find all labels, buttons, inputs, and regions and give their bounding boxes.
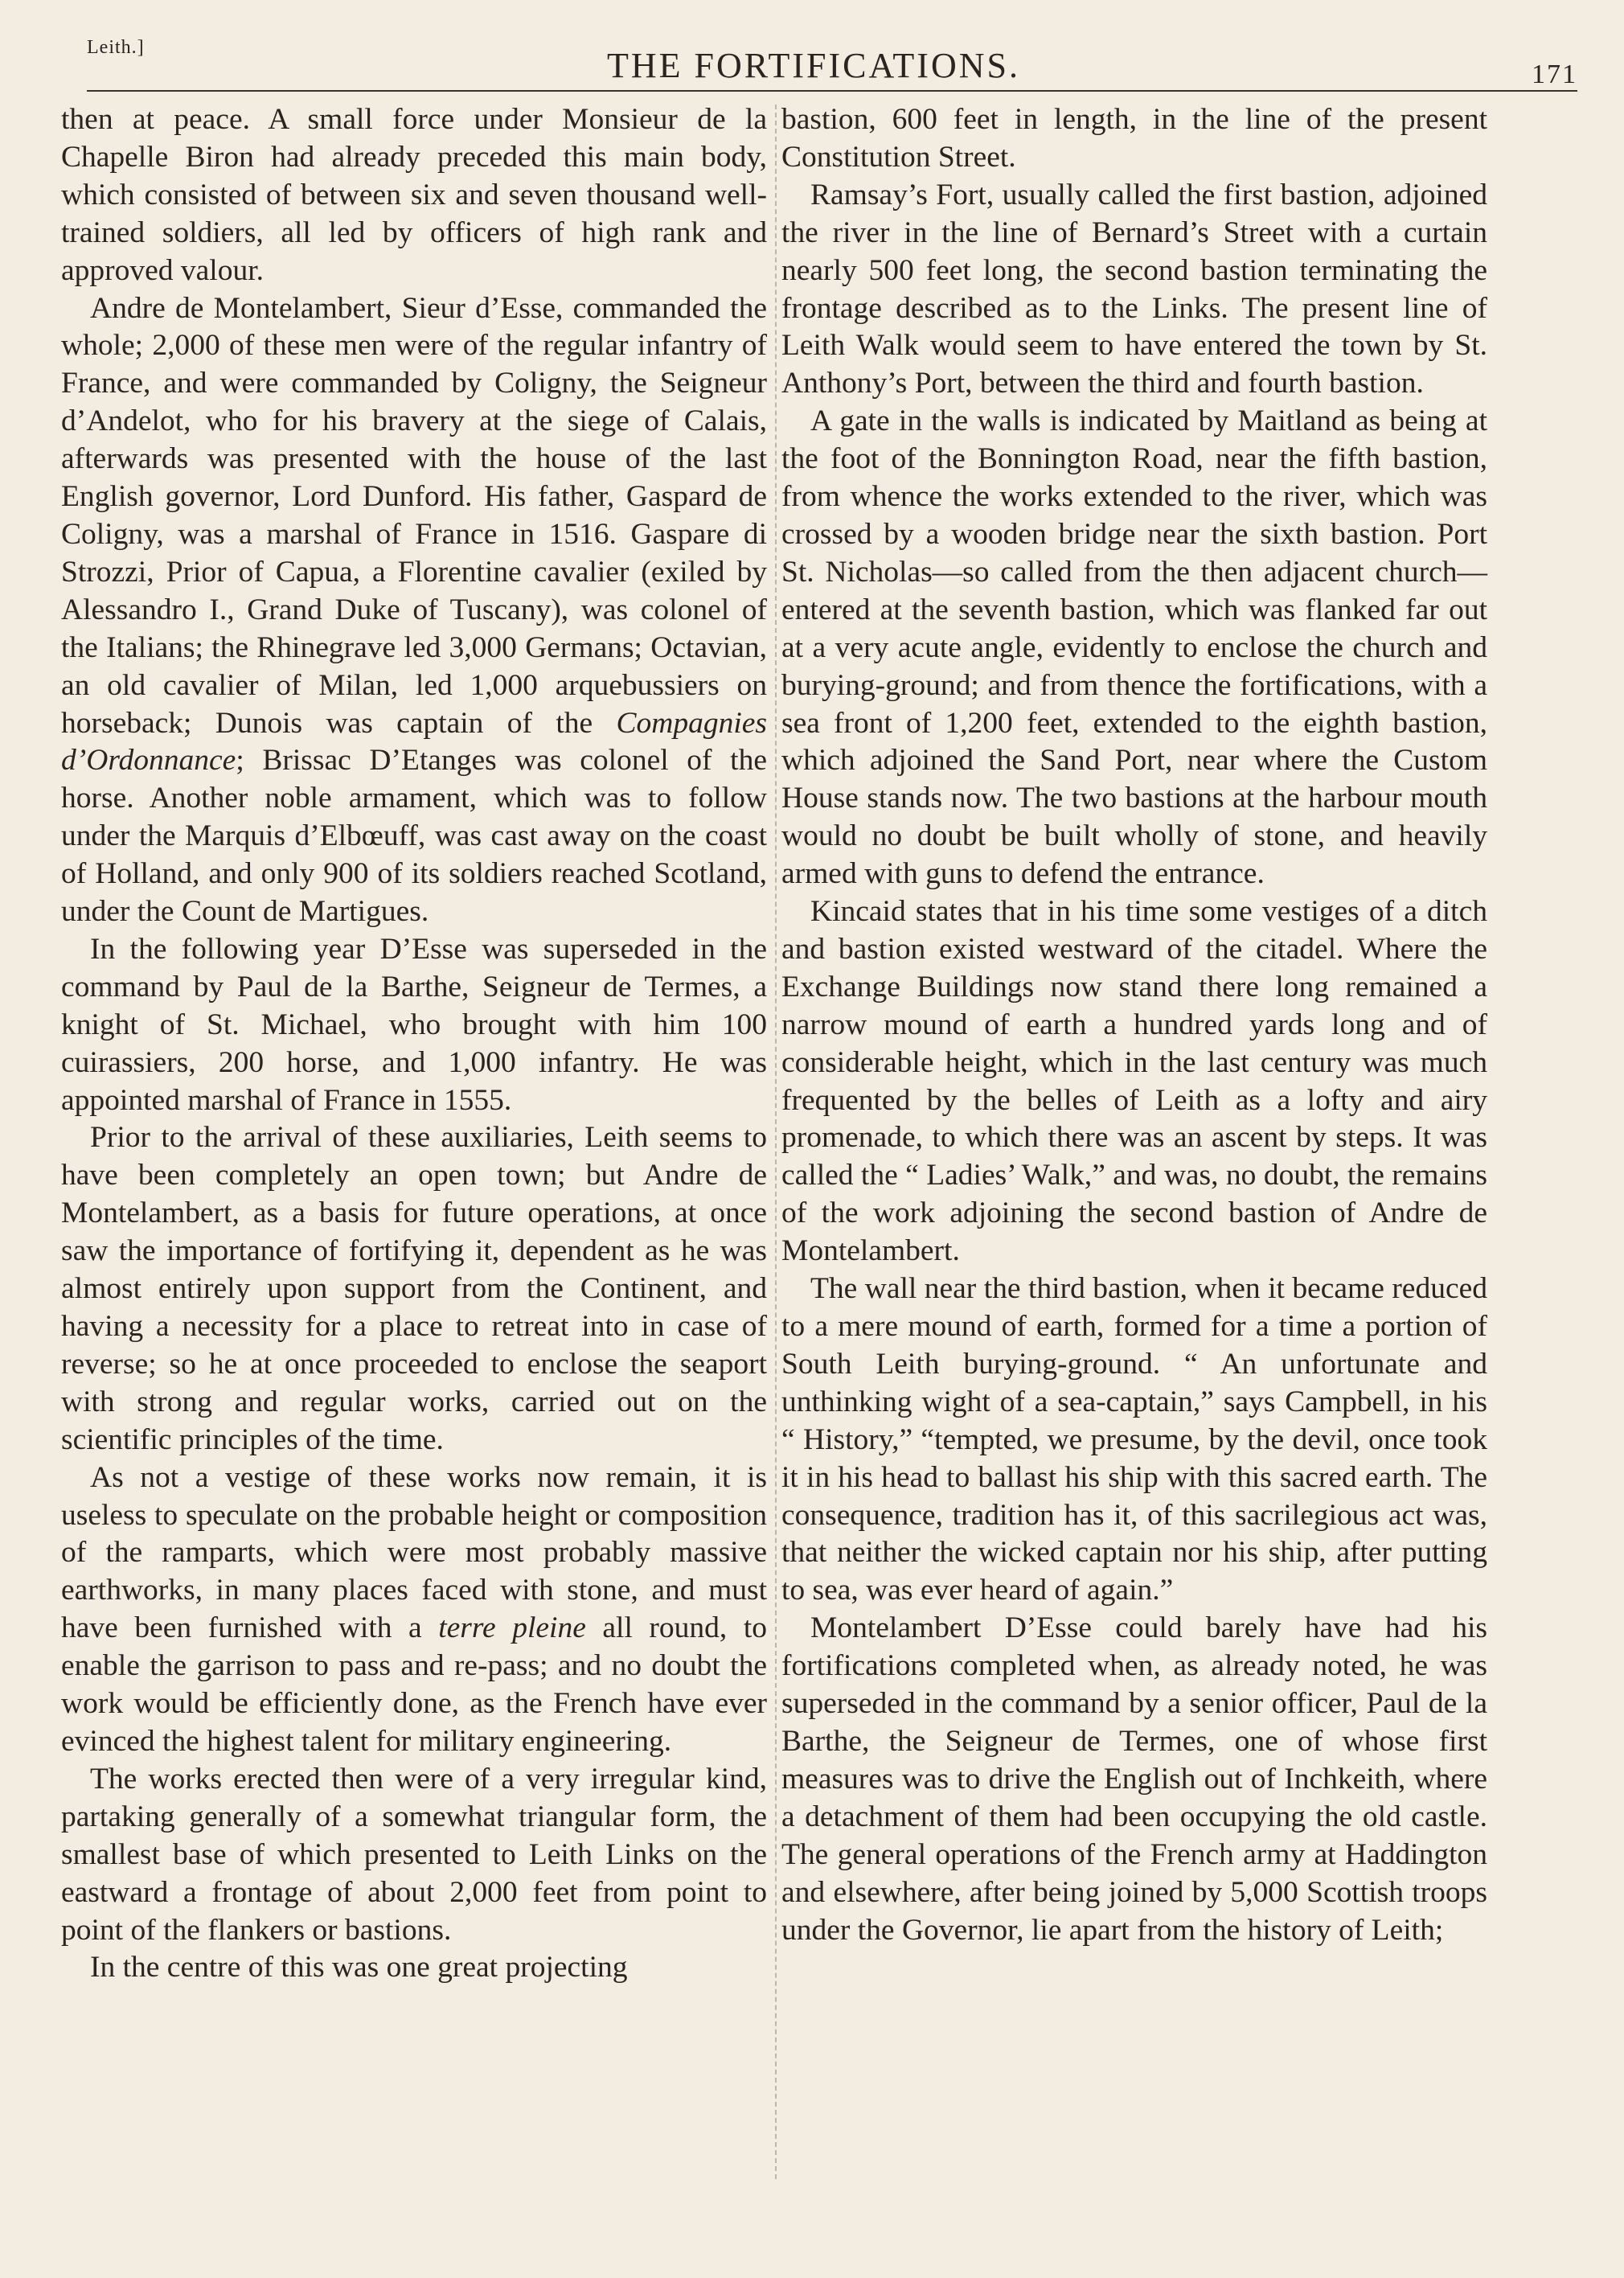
paragraph: Montelambert D’Esse could barely have had his fortifications completed when, as already noted, he was superseded in the command by a senior officer, Paul de la Barthe, the Seigneur de Termes, one of whose first measures was to drive the English out of Inchkeith, where a detachment of them had been occupying the old castle. The general operations of the French army at Haddington and elsewhere, after being joined by 5,000 Scottish troops under the Governor, lie apart from the history of Leith; xyxy=(781,1611,1487,1947)
paragraph: The works erected then were of a very irregular kind, partaking generally of a somewhat triangular form, the smallest base of which presented to Leith Links on the eastward a frontage of about 2,000 feet from point to point of the flankers or bastions. xyxy=(61,1762,767,1947)
page-number: 171 xyxy=(1532,60,1577,89)
column-divider xyxy=(775,105,777,2179)
section-label: Leith.] xyxy=(87,37,145,58)
paragraph: Andre de Montelambert, Sieur d’Esse, commanded the whole; 2,000 of these men were of the regular infantry of France, and were commanded by Coligny, the Seigneur d’Andelot, who for his bravery at the siege of Calais, afterwards was presented with the house of the last English governor, Lord Dunford. His father, Gaspard de Coligny, was a marshal of France in 1516. Gaspare di Strozzi, Prior of Capua, a Florentine cavalier (exiled by Alessandro I., Grand Duke of Tuscany), was colonel of the Italians; the Rhinegrave led 3,000 Germans; Octavian, an old cavalier of Milan, led 1,000 arquebussiers on horseback; Dunois was captain of the Compagnies d’Ordonnance; Brissac D’Etanges was colonel of the horse. Another noble armament, which was to follow under the Marquis d’Elbœuff, was cast away on the coast of Holland, and only 900 of its soldiers reached Scotland, under the Count de Martigues. xyxy=(61,291,767,929)
paragraph: Ramsay’s Fort, usually called the first bastion, adjoined the river in the line of Bernard’s Street with a curtain nearly 500 feet long, the second bastion terminating the frontage described as to the Links. The present line of Leith Walk would seem to have entered the town by St. Anthony’s Port, between the third and fourth bastion. xyxy=(781,178,1487,400)
paragraph: bastion, 600 feet in length, in the line of the present Constitution Street. xyxy=(781,103,1487,174)
paragraph: In the centre of this was one great projecting xyxy=(90,1951,628,1985)
paragraph: Kincaid states that in his time some vestiges of a ditch and bastion existed westward of the citadel. Where the Exchange Buildings now stand there long remained a narrow mound of earth a hundred yards long and of considerable height, which in the last century was much frequented by the belles of Leith as a lofty and airy promenade, to which there was an ascent by steps. It was called the “ Ladies’ Walk,” and was, no doubt, the remains of the work adjoining the second bastion of Andre de Montelambert. xyxy=(781,895,1487,1268)
paragraph: As not a vestige of these works now remain, it is useless to speculate on the probable height or composition of the ramparts, which were most probably massive earthworks, in many places faced with stone, and must have been furnished with a terre pleine all round, to enable the garrison to pass and re-pass; and no doubt the work would be efficiently done, as the French have ever evinced the highest talent for military engineering. xyxy=(61,1460,767,1758)
italic-phrase: terre pleine xyxy=(438,1611,586,1645)
paragraph: Prior to the arrival of these auxiliaries, Leith seems to have been completely an open town; but Andre de Montelambert, as a basis for future operations, at once saw the importance of fortifying it, dependent as he was almost entirely upon support from the Continent, and having a necessity for a place to retreat into in case of reverse; so he at once proceeded to enclose the seaport with strong and regular works, carried out on the scientific principles of the time. xyxy=(61,1121,767,1456)
paragraph: A gate in the walls is indicated by Maitland as being at the foot of the Bonnington Road, near the fifth bastion, from whence the works extended to the river, which was crossed by a wooden bridge near the sixth bastion. Port St. Nicholas—so called from the then adjacent church—entered at the seventh bastion, which was flanked far out at a very acute angle, evidently to enclose the church and burying-ground; and from thence the fortifications, with a sea front of 1,200 feet, extended to the eighth bastion, which adjoined the Sand Port, near where the Custom House stands now. The two bastions at the harbour mouth would no doubt be built wholly of stone, and heavily armed with guns to defend the entrance. xyxy=(781,404,1487,891)
header-rule xyxy=(87,90,1577,92)
page-title: THE FORTIFICATIONS. xyxy=(607,46,1020,85)
paragraph: then at peace. A small force under Monsieur de la Chapelle Biron had already preceded this main body, which consisted of between six and seven thousand well-trained soldiers, all led by officers of high rank and approved valour. xyxy=(61,103,767,287)
left-column xyxy=(61,101,767,1987)
paragraph: In the following year D’Esse was superseded in the command by Paul de la Barthe, Seigneur de Termes, a knight of St. Michael, who brought with him 100 cuirassiers, 200 horse, and 1,000 infantry. He was appointed marshal of France in 1555. xyxy=(61,932,767,1117)
paragraph: The wall near the third bastion, when it became reduced to a mere mound of earth, formed for a time a portion of South Leith burying-ground. “ An unfortunate and unthinking wight of a sea-captain,” says Campbell, in his “ History,” “tempted, we presume, by the devil, once took it in his head to ballast his ship with this sacred earth. The consequence, tradition has it, of this sacrilegious act was, that neither the wicked captain nor his ship, after putting to sea, was ever heard of again.” xyxy=(781,1272,1487,1607)
running-head xyxy=(50,27,1577,89)
italic-phrase: Compagnies d’Ordonnance xyxy=(61,706,767,778)
right-column xyxy=(781,101,1487,1949)
